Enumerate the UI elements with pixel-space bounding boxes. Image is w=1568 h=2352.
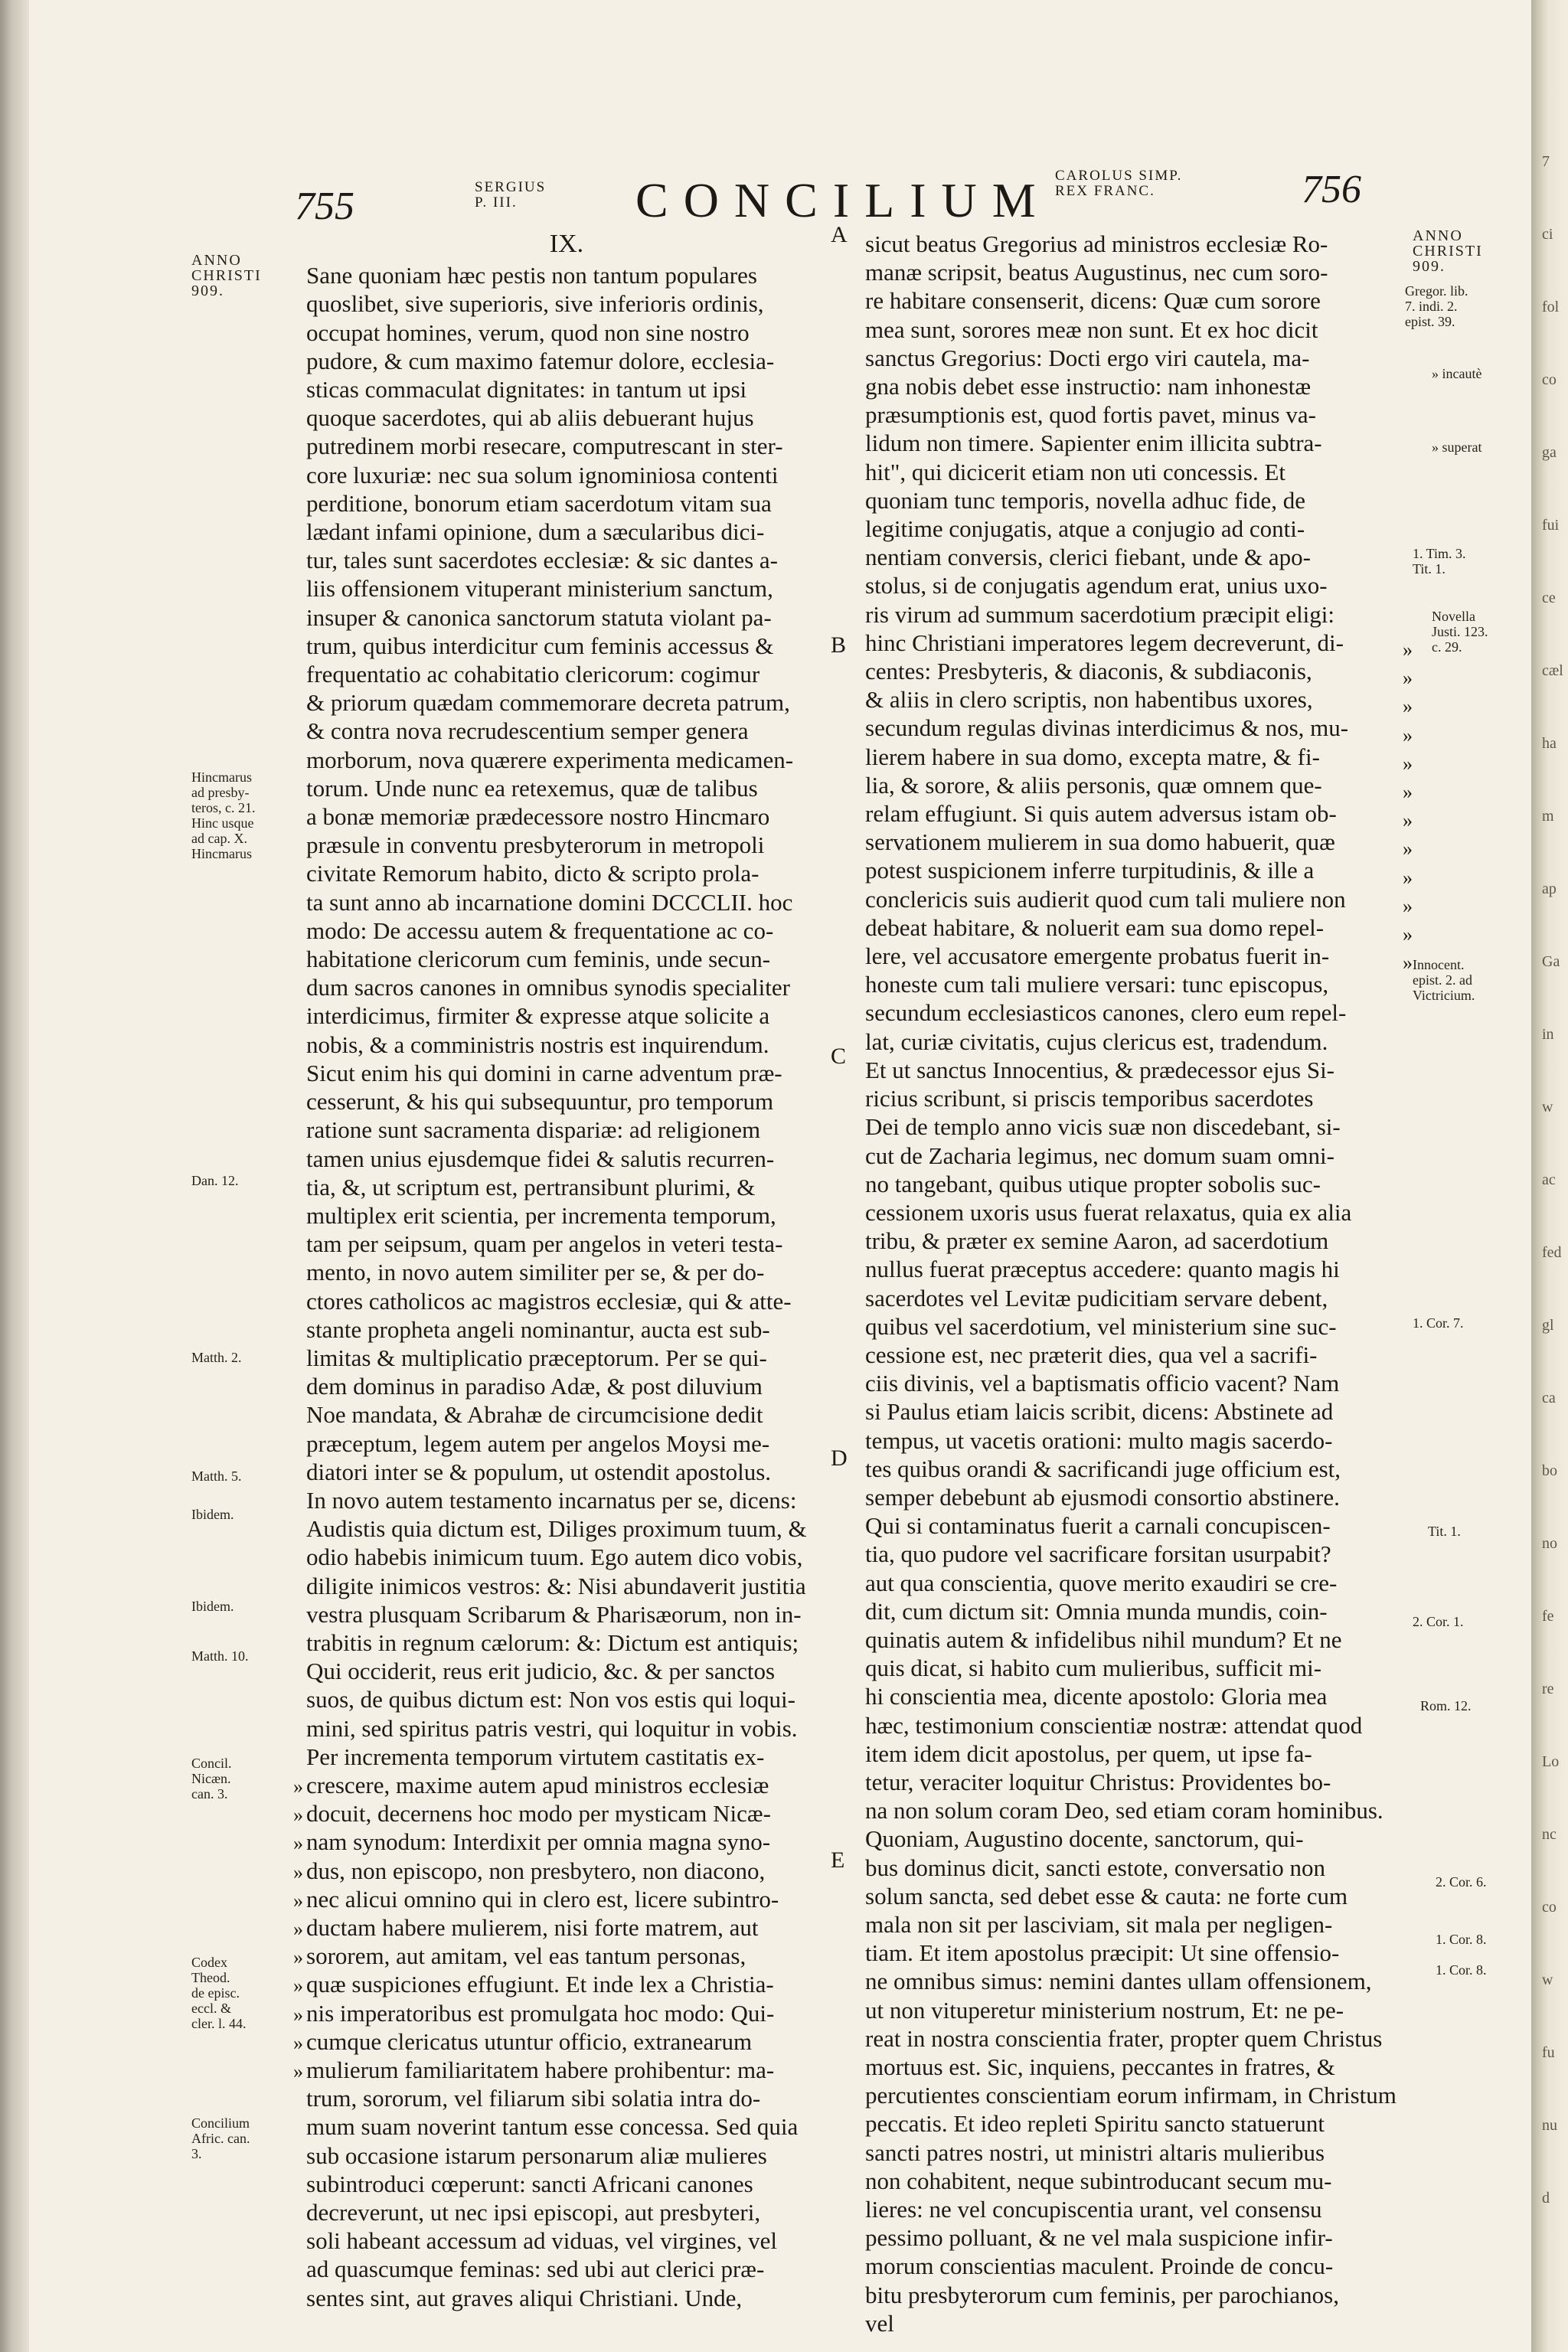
text-line: tia, &, ut scriptum est, pertransibunt plurimi, & [306,1173,756,1200]
gutter-glyph: m [1542,808,1554,825]
text-line: sacerdotes vel Levitæ pudicitiam servare debent, [865,1284,1328,1312]
header-left-small-line: SERGIUS [475,179,547,195]
gutter-glyph: fol [1542,299,1560,315]
gutter-glyph: in [1542,1026,1554,1043]
text-line: solum sancta, sed debet esse & cauta: ne forte cum [865,1882,1348,1909]
text-line: decreverunt, ut nec ipsi episcopi, aut presbyteri, [306,2199,761,2226]
text-line: Noe mandata, & Abrahæ de circumcisione dedit [306,1401,763,1429]
text-line: lidum non timere. Sapienter enim illicita subtra- [865,430,1322,457]
text-line: lieres: ne vel concupiscentia urant, vel consensu [865,2196,1322,2223]
text-line: cesserunt, & his qui subsequuntur, pro temporum [306,1088,774,1116]
text-line: ut non vituperetur ministerium nostrum, Et: ne pe- [865,1996,1344,2024]
margin-note-left: Hincmarus ad presby- teros, c. 21. Hinc usque ad cap. X. Hincmarus [191,769,256,861]
margin-note-left: Codex Theod. de episc. eccl. & cler. l. 44. [191,1955,247,2031]
text-line: interdicimus, firmiter & expresse atque solicite a [306,1002,770,1030]
text-line: Quoniam, Augustino docente, sanctorum, qui- [865,1825,1304,1853]
text-line: pessimo polluant, & ne vel mala suspicione infir- [865,2224,1333,2252]
margin-note-right: Tit. 1. [1428,1524,1461,1539]
book-gutter [1531,0,1568,2352]
text-line: Sicut enim his qui domini in carne adventum præ- [306,1059,782,1086]
text-line: diatori inter se & populum, ut ostendit apostolus. [306,1458,772,1485]
text-line: hinc Christiani imperatores legem decreverunt, di- [865,629,1344,656]
text-line: Per incrementa temporum virtutem castitatis ex- [306,1743,765,1770]
text-line: perditione, bonorum etiam sacerdotum vitam sua [306,489,772,517]
text-line: & aliis in clero scriptis, non habentibus uxores, [865,686,1313,714]
quote-marker-column: » » » » » » » » » » » [293,1775,303,2083]
gutter-glyph: cæl [1542,662,1563,679]
text-line: tetur, veraciter loquitur Christus: Providentes bo- [865,1768,1331,1795]
text-line: honeste cum tali muliere versari: tunc episcopus, [865,971,1329,998]
text-line: cessione est, nec præterit dies, qua vel a sacrifi- [865,1341,1318,1368]
text-line: centes: Presbyteris, & diaconis, & subdiaconis, [865,658,1312,685]
text-line: præsule in conventu presbyterorum in metropoli [306,831,765,859]
text-line: nis imperatoribus est promulgata hoc modo: Qui- [306,1999,775,2027]
text-line: crescere, maxime autem apud ministros ecclesiæ [306,1771,769,1798]
gutter-glyph: co [1542,1899,1557,1916]
text-line: ductam habere mulierem, nisi forte matrem, aut [306,1913,759,1941]
text-line: morborum, nova quærere experimenta medicamen- [306,746,794,773]
section-letter-e: E [831,1847,845,1873]
gutter-glyph: ha [1542,735,1557,752]
text-line: mini, sed spiritus patris vestri, qui loquitur in vobis. [306,1714,798,1742]
text-line: ad quascumque feminas: sed ubi aut clerici præ- [306,2256,765,2283]
text-line: præceptum, legem autem per angelos Moysi me- [306,1429,770,1457]
text-line: sub occasione istarum personarum aliæ mulieres [306,2141,767,2169]
margin-note-left: Concilium Afric. can. 3. [191,2115,250,2161]
text-line: ctores catholicos ac magistros ecclesiæ, qui & atte- [306,1287,792,1315]
margin-note-right: 2. Cor. 1. [1413,1614,1464,1629]
gutter-glyph: nu [1542,2117,1557,2134]
text-line: nullus fuerat præceptus accedere: quanto magis hi [865,1256,1340,1283]
text-line: lædant infami opinione, dum a sæcularibus dici- [306,518,765,546]
right-text-column [865,230,1401,2337]
text-line: cumque clericatus utuntur officio, extranearum [306,2027,753,2055]
margin-note-right: 1. Tim. 3. Tit. 1. [1413,546,1466,577]
text-line: putredinem morbi resecare, computrescant in ster- [306,433,783,460]
gutter-glyph: ap [1542,880,1557,897]
text-line: lere, vel accusatore emergente probatus fuerit in- [865,942,1330,970]
text-line: ciis divinis, vel a baptismatis officio vacent? Nam [865,1370,1340,1397]
text-line: soli habeant accessum ad viduas, vel virgines, vel [306,2227,777,2255]
text-line: dus, non episcopo, non presbytero, non diacono, [306,1857,766,1884]
text-line: cessionem uxoris usus fuerat relaxatus, quia ex alia [865,1198,1352,1226]
text-line: quoniam tunc temporis, novella adhuc fide, de [865,486,1306,514]
text-line: trabitis in regnum cælorum: &: Dictum est antiquis; [306,1628,799,1656]
margin-note-right: Gregor. lib. 7. indi. 2. epist. 39. [1405,283,1468,329]
gutter-glyph: Ga [1542,953,1560,970]
text-line: potest suspicionem inferre turpitudinis, & ille a [865,857,1315,884]
gutter-glyph: fed [1542,1244,1562,1261]
text-line: quæ suspiciones effugiunt. Et inde lex a Christia- [306,1971,774,1998]
gutter-glyph: 7 [1542,153,1550,170]
text-line: pudore, & cum maximo fatemur dolore, ecclesia- [306,347,775,374]
left-text-column [306,230,827,2312]
text-line: a bonæ memoriæ prædecessore nostro Hincmaro [306,803,770,831]
text-line: hi conscientia mea, dicente apostolo: Gloria mea [865,1683,1328,1710]
text-line: torum. Unde nunc ea retexemus, quæ de talibus [306,774,758,802]
text-line: Dei de templo anno vicis suæ non discedebant, si- [865,1113,1341,1141]
margin-note-left: Concil. Nicæn. can. 3. [191,1756,232,1802]
text-line: præsumptionis est, quod fortis pavet, minus va- [865,401,1316,429]
gutter-glyph: nc [1542,1826,1557,1843]
text-line: tempus, ut vacetis orationi: multo magis sacerdo- [865,1426,1333,1454]
text-line: Audistis quia dictum est, Diliges proximum tuum, & [306,1515,807,1543]
text-line: servationem mulierem in sua domo habuerit, quæ [865,828,1335,856]
text-line: modo: De accessu autem & frequentatione ac co- [306,916,774,944]
text-line: sentes sint, aut graves aliqui Christiani. Unde, [306,2284,743,2311]
text-line: lia, & sorore, & aliis personis, quæ omnem que- [865,771,1322,799]
text-line: manæ scripsit, beatus Augustinus, nec cum soro- [865,259,1328,286]
text-line: re habitare consenserit, dicens: Quæ cum sorore [865,287,1321,315]
text-line: ricius scribunt, si priscis temporibus sacerdotes [865,1085,1314,1112]
section-letter-d: D [831,1446,848,1471]
margin-note-left: Matth. 10. [191,1648,249,1664]
gutter-glyph: gl [1542,1317,1554,1334]
text-line: insuper & canonica sanctorum statuta violant pa- [306,603,772,631]
gutter-glyph: co [1542,371,1557,388]
section-letter-a: A [831,222,848,247]
margin-note-left: Dan. 12. [191,1173,239,1188]
text-line: limitas & multiplicatio præceptorum. Per se qui- [306,1344,767,1371]
text-line: percutientes conscientiam eorum infirmam, in Christum [865,2082,1396,2109]
margin-note-right: Rom. 12. [1420,1698,1472,1713]
text-line: nec alicui omnino qui in clero est, licere subintro- [306,1885,779,1913]
header-right-small-line: CAROLUS SIMP. [1055,168,1183,184]
text-line: sanctus Gregorius: Docti ergo viri cautela, ma- [865,344,1310,371]
text-line: Qui si contaminatus fuerit a carnali concupiscen- [865,1512,1331,1540]
text-line: item idem dicit apostolus, per quem, ut ipse fa- [865,1740,1312,1767]
text-line: nam synodum: Interdixit per omnia magna syno- [306,1828,771,1856]
text-line: multiplex erit scientia, per incrementa temporum, [306,1201,776,1229]
text-line: mala non sit per lasciviam, sit mala per negligen- [865,1910,1333,1938]
text-line: debeat habitare, & noluerit eam sua domo repel- [865,913,1325,941]
text-line: subintroduci cœperunt: sancti Africani canones [306,2170,753,2197]
gutter-glyph: ci [1542,226,1553,243]
text-line: mum suam noverint tantum esse concessa. Sed quia [306,2113,799,2141]
text-line: core luxuriæ: nec sua solum ignominiosa contenti [306,461,779,488]
left-column-lines [306,261,827,2312]
gutter-glyph: d [1542,2190,1550,2207]
gutter-glyph: ac [1542,1171,1556,1188]
margin-note-left: Matth. 2. [191,1350,242,1365]
text-line: tia, quo pudore vel sacrificare forsitan usurpabit? [865,1540,1331,1568]
page-number-right: 756 [1302,168,1361,211]
text-line: conclericis suis audierit quod cum tali muliere non [865,885,1346,913]
text-line: diligite inimicos vestros: &: Nisi abundaverit justitia [306,1572,806,1599]
text-line: tamen unius ejusdemque fidei & salutis recurren- [306,1145,775,1172]
text-line: Et ut sanctus Innocentius, & prædecessor ejus Si- [865,1056,1335,1083]
text-line: sororem, aut amitam, vel eas tantum personas, [306,1942,746,1970]
gutter-glyph: w [1542,1971,1553,1988]
margin-note-right: Innocent. epist. 2. ad Victricium. [1413,957,1475,1003]
text-line: & priorum quædam commemorare decreta patrum, [306,689,790,717]
margin-note-left: Matth. 5. [191,1468,242,1484]
right-column-lines [865,230,1401,2337]
margin-note-right: » incautè [1432,366,1482,381]
text-line: vel [865,2309,894,2337]
text-line: ris virum ad summum sacerdotium præcipit eligi: [865,600,1335,628]
text-line: quis dicat, si habito cum mulieribus, sufficit mi- [865,1655,1322,1682]
text-line: si Paulus etiam laicis scribit, dicens: Abstinete ad [865,1398,1334,1426]
text-line: semper debebunt ab ejusmodi consortio abstinere. [865,1483,1340,1511]
gutter-glyph: no [1542,1535,1557,1552]
text-line: bus dominus dicit, sancti estote, conversatio non [865,1854,1325,1881]
gutter-glyph: Lo [1542,1753,1560,1770]
text-line: hæc, testimonium conscientiæ nostræ: attendat quod [865,1711,1363,1739]
text-line: sticas commaculat dignitates: in tantum ut ipsi [306,376,747,403]
margin-note-right: 1. Cor. 7. [1413,1315,1464,1331]
section-letter-c: C [831,1044,847,1069]
margin-note-left: ANNO CHRISTI 909. [191,252,262,299]
page-number-left: 755 [295,185,354,228]
text-line: mea sunt, sorores meæ non sunt. Et ex hoc dicit [865,315,1318,343]
text-line: docuit, decernens hoc modo per mysticam Nicæ- [306,1800,771,1828]
text-line: dit, cum dictum sit: Omnia munda mundis, coin- [865,1597,1328,1625]
header-left-small-line: P. III. [475,194,518,211]
text-line: liis offensionem vituperant ministerium sanctum, [306,575,773,603]
text-line: lierem habere in sua domo, excepta matre, & fi- [865,743,1320,770]
gutter-glyph: w [1542,1099,1553,1116]
margin-note-right: Novella Justi. 123. c. 29. [1432,609,1488,655]
text-line: stolus, si de conjugatis agendum erat, unius uxo- [865,572,1328,599]
text-line: ne omnibus simus: nemini dantes ullam offensionem, [865,1968,1372,1995]
book-edge-left [0,0,29,2352]
margin-note-right: » superat [1432,439,1482,455]
text-line: non cohabitent, neque subintroducant secum mu- [865,2167,1332,2194]
quote-marker-column: » » » » » » » » » » » » [1403,639,1413,975]
text-line: sancti patres nostri, ut ministri altaris mulieribus [865,2138,1325,2166]
text-line: tam per seipsum, quam per angelos in veteri testa- [306,1230,783,1258]
text-line: no tangebant, quibus utique propter sobolis suc- [865,1170,1321,1197]
gutter-glyph: ce [1542,590,1556,606]
margin-note-right: 1. Cor. 8. [1436,1932,1487,1947]
gutter-glyph: fe [1542,1608,1554,1625]
text-line: quoque sacerdotes, qui ab aliis debuerant hujus [306,404,754,432]
text-line: quoslibet, sive superioris, sive inferioris ordinis, [306,290,764,318]
running-title: CONCILIUM [635,173,1051,227]
text-line: civitate Remorum habito, dicto & scripto prola- [306,860,760,887]
text-line: In novo autem testamento incarnatus per se, dicens: [306,1486,797,1514]
text-line: morum conscientias maculent. Proinde de concu- [865,2252,1334,2280]
header-left-small [475,180,546,211]
text-line: frequentatio ac cohabitatio clericorum: cogimur [306,661,760,688]
text-line: tribu, & præter ex semine Aaron, ad sacerdotium [865,1227,1329,1255]
text-line: dum sacros canones in omnibus synodis specialiter [306,974,790,1001]
text-line: secundum regulas divinas interdicimus & nos, mu- [865,714,1349,742]
margin-note-left: Ibidem. [191,1599,234,1614]
text-line: aut qua conscientia, quove merito exaudiri se cre- [865,1569,1338,1596]
gutter-glyph: fui [1542,517,1560,534]
text-line: habitatione clericorum cum feminis, unde secun- [306,946,771,973]
text-line: peccatis. Et ideo repleti Spiritu sancto statuerunt [865,2110,1325,2138]
text-line: Sane quoniam hæc pestis non tantum populares [306,262,757,289]
text-line: nentiam conversis, clerici fiebant, unde & apo- [865,544,1311,571]
text-line: nobis, & a comministris nostris est inquirendum. [306,1031,769,1058]
text-line: suos, de quibus dictum est: Non vos estis qui loqui- [306,1686,795,1713]
text-line: tur, tales sunt sacerdotes ecclesiæ: & sic dantes a- [306,547,778,574]
text-line: bitu presbyterorum cum feminis, per parochianos, [865,2281,1339,2308]
text-line: & contra nova recrudescentium semper genera [306,717,749,745]
text-line: stante propheta angeli nominantur, aucta est sub- [306,1315,770,1343]
text-line: occupat homines, verum, quod non sine nostro [306,318,750,346]
text-line: relam effugiunt. Si quis autem adversus istam ob- [865,800,1337,828]
text-line: na non solum coram Deo, sed etiam coram hominibus. [865,1797,1383,1824]
text-line: Qui occiderit, reus erit judicio, &c. & per sanctos [306,1658,776,1685]
gutter-glyph: bo [1542,1462,1557,1479]
text-line: lat, curiæ civitatis, cujus clericus est, tradendum. [865,1027,1328,1055]
margin-note-right: ANNO CHRISTI 909. [1413,227,1483,275]
text-line: reat in nostra conscientia frater, propter quem Christus [865,2024,1383,2052]
gutter-glyph: ga [1542,444,1557,461]
text-line: mulierum familiaritatem habere prohibentur: ma- [306,2056,775,2083]
text-line: tiam. Et item apostolus præcipit: Ut sine offensio- [865,1939,1340,1967]
text-line: tes quibus orandi & sacrificandi juge officium est, [865,1455,1341,1482]
text-line: dem dominus in paradiso Adæ, & post diluvium [306,1373,763,1400]
text-line: legitime conjugatis, atque a conjugio ad conti- [865,515,1305,543]
text-line: gna nobis debet esse instructio: nam inhonestæ [865,373,1312,400]
text-line: cut de Zacharia legimus, nec domum suam omni- [865,1142,1334,1169]
text-line: mortuus est. Sic, inquiens, peccantes in fratres, & [865,2053,1335,2080]
text-line: mento, in novo autem similiter per se, & per do- [306,1259,765,1286]
gutter-glyph: fu [1542,2044,1555,2061]
margin-note-right: 2. Cor. 6. [1436,1874,1487,1890]
text-line: trum, quibus interdicitur cum feminis accessus & [306,632,774,659]
text-line: quinatis autem & infidelibus nihil mundum? Et ne [865,1625,1342,1653]
gutter-glyph: re [1542,1681,1554,1697]
text-line: ratione sunt sacramenta dispariæ: ad religionem [306,1116,761,1144]
text-line: quibus vel sacerdotium, vel ministerium sine suc- [865,1312,1337,1340]
header-right-small [1055,168,1182,199]
text-line: sicut beatus Gregorius ad ministros ecclesiæ Ro- [865,230,1328,257]
text-line: hit", qui dicicerit etiam non uti concessis. Et [865,458,1286,485]
text-line: ta sunt anno ab incarnatione domini DCCCLII. hoc [306,888,793,916]
margin-note-right: 1. Cor. 8. [1436,1962,1487,1978]
text-line: vestra plusquam Scribarum & Pharisæorum, non in- [306,1600,802,1628]
header-right-small-line: REX FRANC. [1055,183,1155,199]
text-line: odio habebis inimicum tuum. Ego autem dico vobis, [306,1544,803,1571]
text-line: trum, sororum, vel filiarum sibi solatia intra do- [306,2085,761,2112]
margin-note-left: Ibidem. [191,1507,234,1522]
section-number: IX. [549,230,584,258]
text-line: secundum ecclesiasticos canones, clero eum repel- [865,999,1347,1027]
gutter-glyph: ca [1542,1390,1556,1406]
section-letter-b: B [831,632,847,658]
